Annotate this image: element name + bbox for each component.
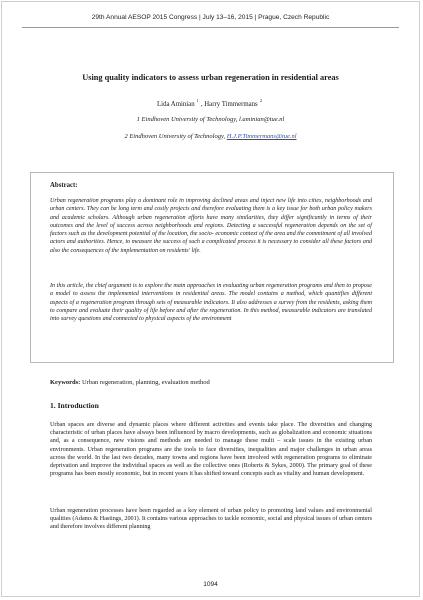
keywords-line	[50, 379, 210, 386]
author-line: Lida Aminian$^1$, Harry Timmermans$^2$	[157, 98, 262, 108]
author-name: Harry Timmermans	[204, 101, 258, 108]
abstract-heading: Abstract:	[50, 182, 78, 189]
keywords-label: Keywords:	[50, 379, 81, 386]
section-heading: 1. Introduction	[50, 401, 99, 410]
page-number: 1094	[203, 581, 218, 588]
keywords-value: Urban regeneration, planning, evaluation method	[81, 379, 210, 386]
abstract-paragraph: In this article, the chief argument is to explore the main approaches in evaluating urban regeneration programs and then to propose a model to assess the implemented interventions in residential areas. The model contains a method, which quantifies different aspects of a regeneration program through sets of measurable indicators. It also addresses a survey from the residents, asking them to compare and evaluate their quality of life before and after the regeneration. In this method, measurable indicators are translated into survey questions and connected to physical aspects of the environment	[50, 283, 372, 323]
header-rule	[22, 27, 399, 28]
affiliation-2	[2, 133, 419, 140]
author-affiliation-marker: 1	[196, 98, 199, 103]
body-paragraph: Urban regeneration processes have been regarded as a key element of urban policy to promoting land values and environmental qualities (Adams & Hastings, 2001). It contains various approaches to tackle economic, social and physical issues of urban centers and therefore involves different planning	[50, 508, 372, 531]
abstract-paragraph: Urban regeneration programs play a dominant role in improving declined areas and inject new life into cities, neighborhoods and urban centers. They can be long term and costly projects and therefore evaluating them is a key issue for both urban policy makers and academic scholars. Although urban regeneration efforts have many similarities, they differ significantly in terms of their outcomes and the level of success across neighborhoods and regions. Detecting a successful regeneration depends on the set of factors such as the development potential of the location, the socio- economic context of the area and the commitment of all involved actors and authorities. Hence, to measure the success of such a complicated process it is necessary to consider all these factors and also the consequences of the implementation on residents' life.	[50, 198, 372, 254]
paper-title: Using quality indicators to assess urban regeneration in residential areas	[82, 73, 339, 82]
paper-page	[1, 1, 420, 597]
body-paragraph: Urban spaces are diverse and dynamic places where different activities and events take place. The diversities and changing characteristic of urban places have always been influenced by macro developments, such as globalization and economic situations and, as a consequence, new visions and methods are needed to manage these multi – scale issues in the existing urban environments. Urban regeneration programs are the tools to face diversities, inequalities and major challenges in urban areas across the world. In the last two decades, many towns and regions have been involved with regeneration programs to eliminate deprivation and improve the individual spaces as well as the collective ones (Roberts & Sykes, 2000). The primary goal of these programs has been mostly economic, but in recent years it has shifted toward concepts such as vitality and human development.	[50, 422, 372, 478]
author-affiliation-marker: 2	[259, 98, 262, 103]
author-name: Lida Aminian	[157, 101, 195, 108]
email-link[interactable]: H.J.P.Timmermans@tue.nl	[226, 133, 297, 140]
running-header: 29th Annual AESOP 2015 Congress | July 13–16, 2015 | Prague, Czech Republic	[91, 14, 330, 21]
affiliation-text: 2 Eindhoven University of Technology,	[124, 133, 227, 140]
affiliation-1: 1 Eindhoven University of Technology, l.aminian@tue.nl	[136, 116, 285, 123]
